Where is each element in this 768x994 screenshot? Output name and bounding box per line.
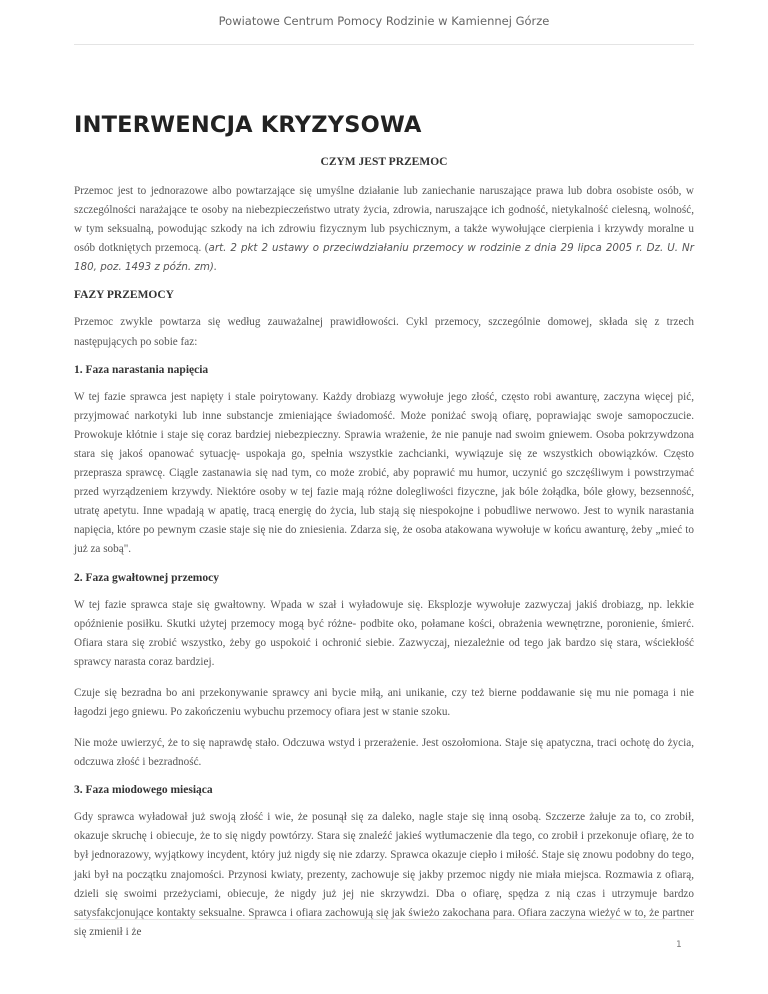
intro-paragraph	[74, 182, 694, 277]
intro-citation: art. 2 pkt 2 ustawy o przeciwdziałaniu przemocy w rodzinie z dnia 29 lipca 2005 r. Dz. U. Nr 180, poz. 1493 z późn. zm).	[74, 242, 694, 274]
phase3-paragraph: Gdy sprawca wyładował już swoją złość i wie, że posunął się za daleko, nagle staje się inną osobą. Szczerze żałuje za to, co zrobił, okazuje skruchę i obiecuje, że to się nigdy powtórzy. Stara się znaleźć jakieś wytłumaczenie dla tego, co zrobił i przekonuje ofiarę, że to był jednorazowy, wyjątkowy incydent, który już nigdy się nie zdarzy. Sprawca okazuje ciepło i miłość. Staje się znowu podobny do tego, jaki był na początku znajomości. Przynosi kwiaty, prezenty, zachowuje się jakby przemoc nigdy nie miała miejsca. Rozmawia z ofiarą, dzieli się swoimi przeżyciami, obiecuje, że nigdy już jej nie skrzywdzi. Dba o ofiarę, spędza z nią czas i utrzymuje bardzo satysfakcjonujące kontakty seksualne. Sprawca i ofiara zachowują się jak świeżo zakochana para. Ofiara zaczyna wieżyć w to, że partner się zmienił i że	[74, 811, 694, 938]
phase2-heading: 2. Faza gwałtownej przemocy	[74, 571, 219, 584]
subtitle: CZYM JEST PRZEMOC	[320, 156, 448, 168]
footer-divider	[74, 919, 694, 920]
page-header: Powiatowe Centrum Pomocy Rodzinie w Kamiennej Górze	[218, 14, 550, 28]
phase2-paragraph-2: Czuje się bezradna bo ani przekonywanie sprawcy ani bycie miłą, ani unikanie, czy też bierne poddawanie się mu nie pomaga i nie łagodzi jego gniewu. Po zakończeniu wybuchu przemocy ofiara jest w stanie szoku.	[74, 686, 694, 718]
phase3-heading: 3. Faza miodowego miesiąca	[74, 784, 213, 797]
phase1-paragraph: W tej fazie sprawca jest napięty i stale poirytowany. Każdy drobiazg wywołuje jego złość, często robi awanturę, zaczyna więcej pić, przyjmować narkotyki lub inne substancje zmieniające świadomość. Może poniżać swoją ofiarę, poprawiając swoje samopoczucie. Prowokuje kłótnie i staje się coraz bardziej niebezpieczny. Sprawia wrażenie, że nie panuje nad swoim gniewem. Osoba pokrzywdzona stara się jakoś opanować sytuację- uspokaja go, spełnia wszystkie zachcianki, wywiązuje się ze wszystkich obowiązków. Często przeprasza sprawcę. Ciągle zastanawia się nad tym, co może zrobić, aby poprawić mu humor, uczynić go szczęśliwym i powstrzymać przed wyrządzeniem krzywdy. Niektóre osoby w tej fazie mają różne dolegliwości fizyczne, jak bóle żołądka, bóle głowy, bezsenność, utratę apetytu. Inne wpadają w apatię, tracą energię do życia, lub stają się niespokojne i pobudliwe nerwowo. Jest to wynik narastania napięcia, które po pewnym czasie staje się nie do zniesienia. Zdarza się, że osoba atakowana wywołuje w końcu awanturę, żeby „mieć to już za sobą".	[74, 390, 694, 556]
page-number: 1	[676, 940, 682, 950]
phase1-heading: 1. Faza narastania napięcia	[74, 363, 209, 376]
header-divider	[74, 44, 694, 45]
document-body	[74, 112, 694, 954]
phases-heading: FAZY PRZEMOCY	[74, 289, 174, 302]
phase2-paragraph-1: W tej fazie sprawca staje się gwałtowny. Wpada w szał i wyładowuje się. Eksplozje wywołuje zazwyczaj jakiś drobiazg, np. lekkie opóźnienie posiłku. Skutki użytej przemocy mogą być różne- podbite oko, połamane kości, obrażenia wewnętrzne, poronienie, śmierć. Ofiara stara się zrobić wszystko, żeby go uspokoić i ochronić siebie. Zazwyczaj, niezależnie od tego jak bardzo się stara, wściekłość sprawcy narasta coraz bardziej.	[74, 598, 694, 668]
phases-intro: Przemoc zwykle powtarza się według zauważalnej prawidłowości. Cykl przemocy, szczególnie domowej, składa się z trzech następujących po sobie faz:	[74, 316, 694, 348]
page-title: INTERWENCJA KRYZYSOWA	[74, 112, 422, 138]
phase2-paragraph-3: Nie może uwierzyć, że to się naprawdę stało. Odczuwa wstyd i przerażenie. Jest oszołomiona. Staje się apatyczna, traci ochotę do życia, odczuwa złość i bezradność.	[74, 737, 694, 769]
intro-text: Przemoc jest to jednorazowe albo powtarzające się umyślne działanie lub zaniechanie naruszające prawa lub dobra osobiste osób, w szczególności narażające te osoby na niebezpieczeństwo utraty życia, zdrowia, naruszające ich godność, nietykalność cielesną, wolność, w tym seksualną, powodując szkody na ich zdrowiu fizycznym lub psychicznym, a także wywołujące cierpienia i krzywdy moralne u osób dotkniętych przemocą. (	[74, 185, 694, 255]
